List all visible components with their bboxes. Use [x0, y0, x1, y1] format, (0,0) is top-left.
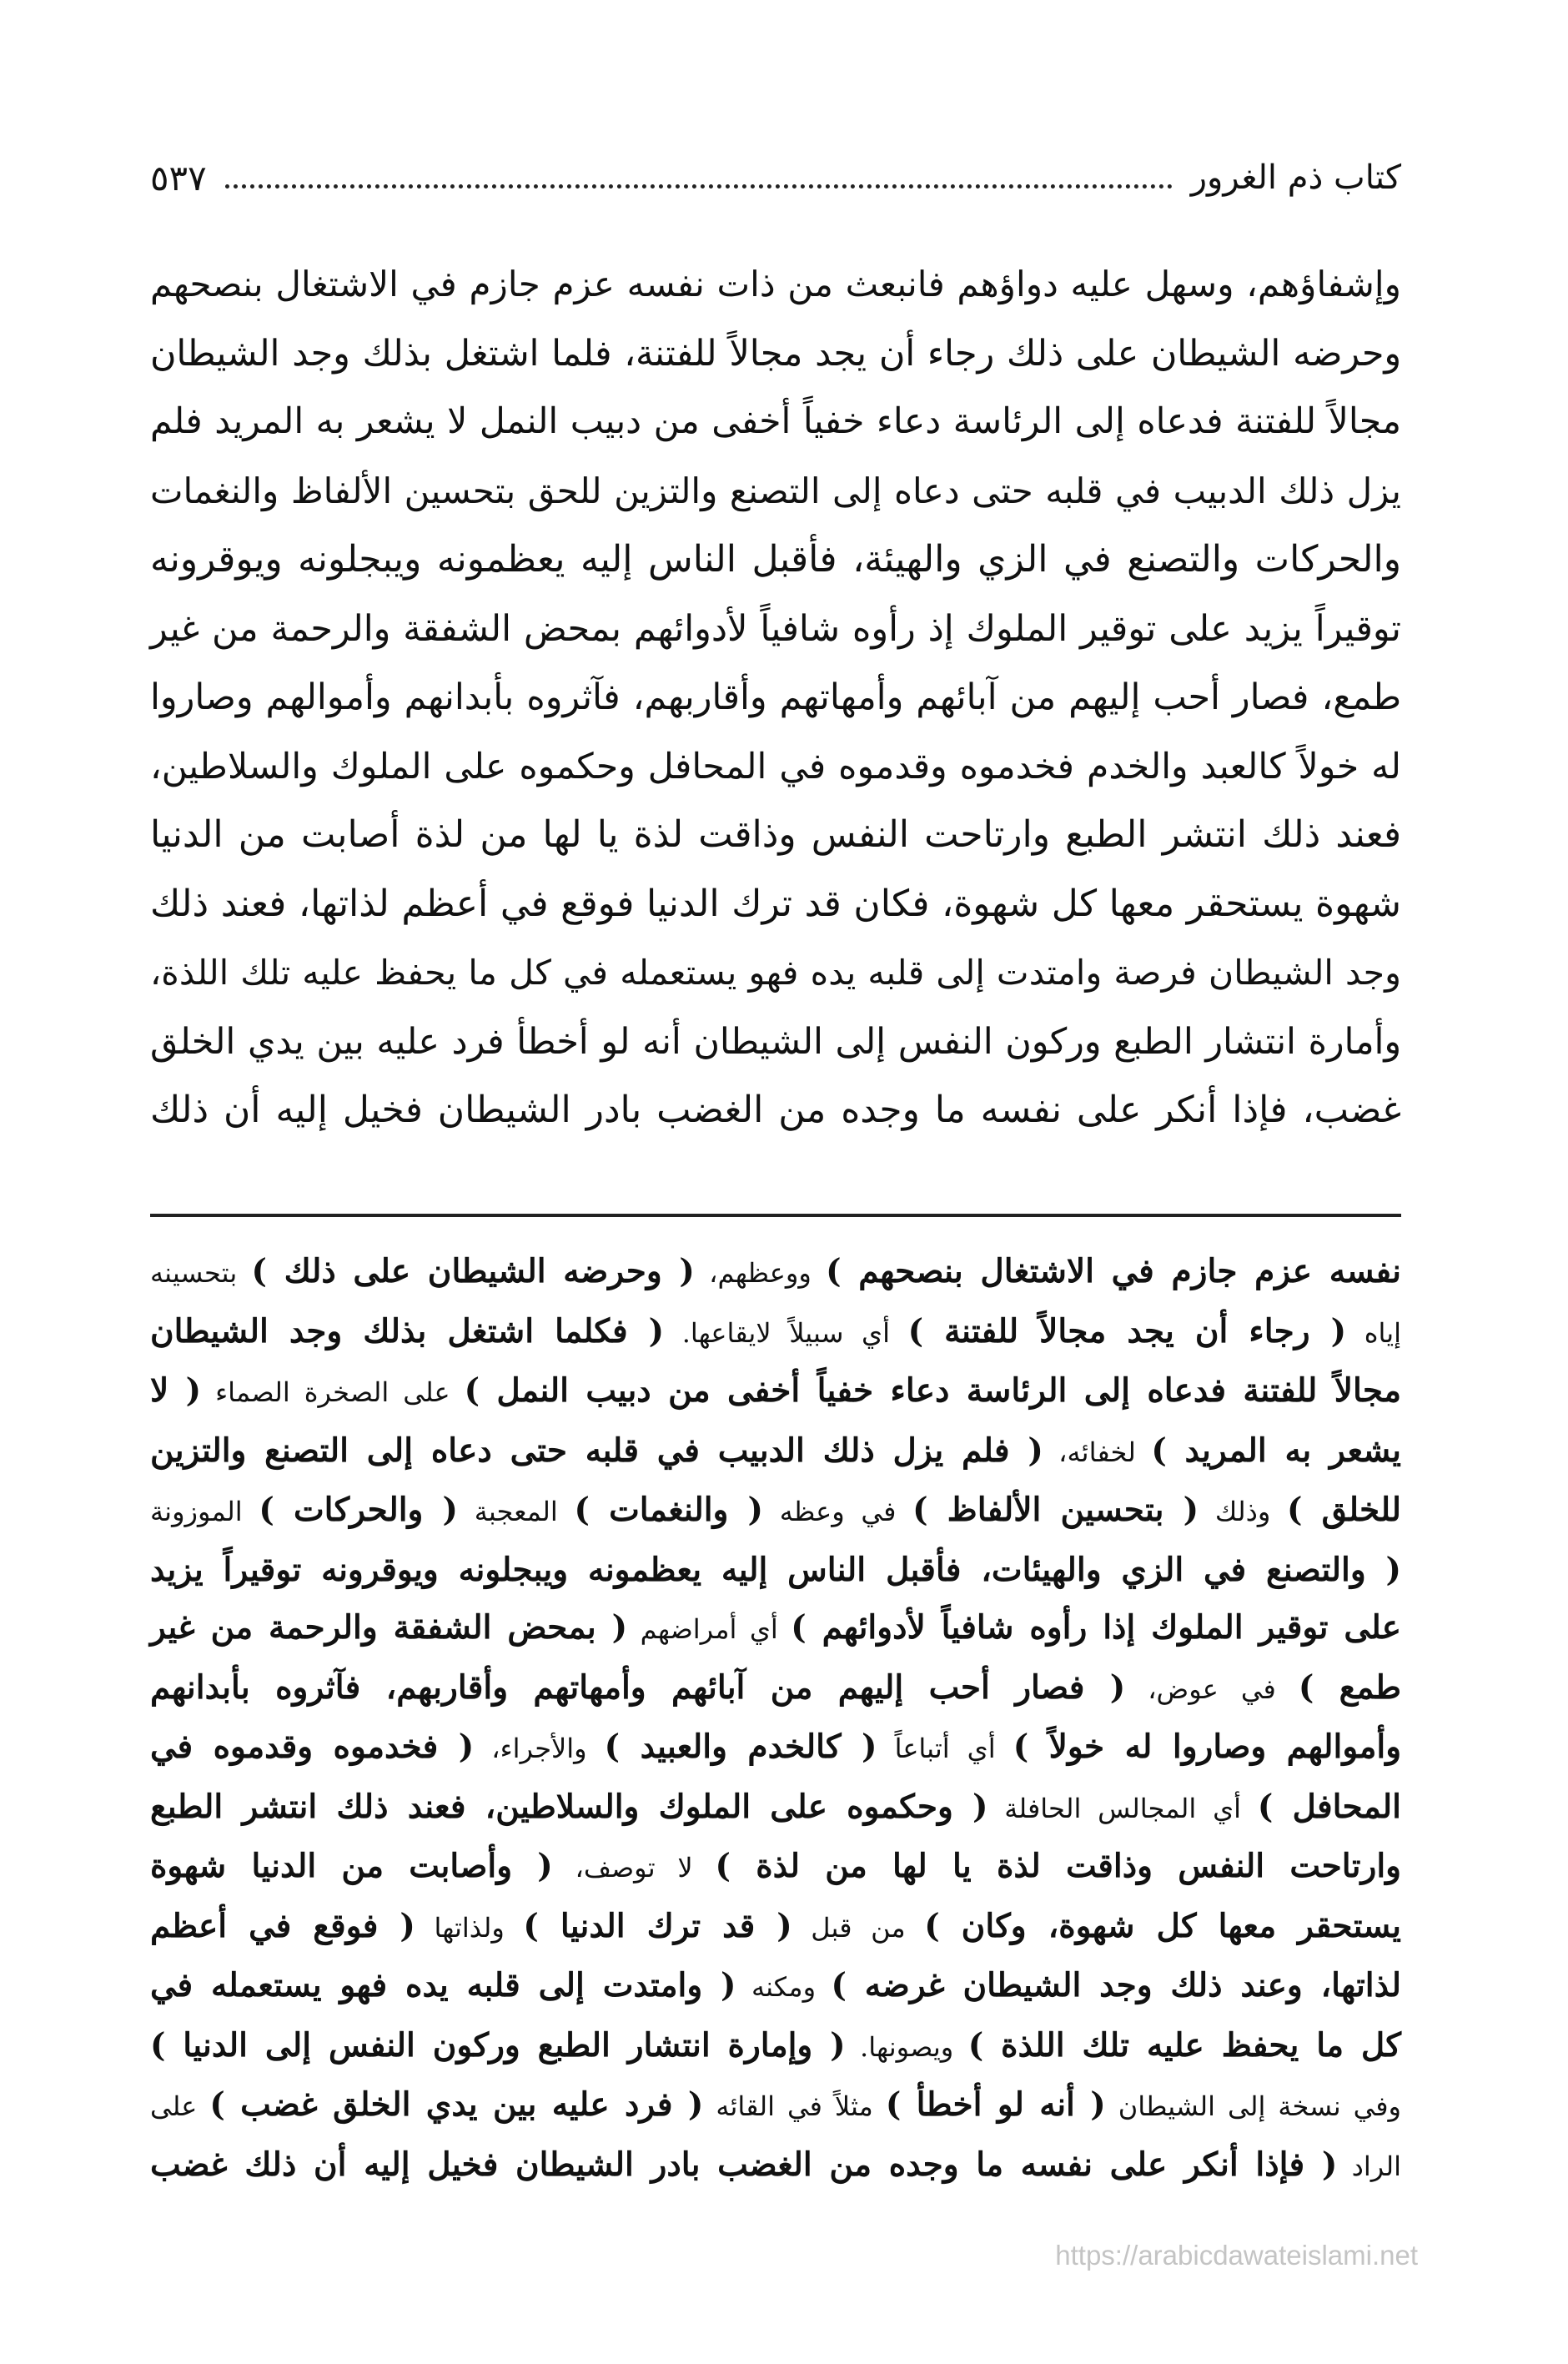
commentary-gloss: مثلاً في القائه [703, 2090, 886, 2122]
commentary-line [150, 1778, 1401, 1838]
main-text-line: وإشفاؤهم، وسهل عليه دواؤهم فانبعث من ذات نفسه عزم جازم في الاشتغال بنصحهم [150, 264, 1401, 304]
main-text-line: توقيراً يزيد على توقير الملوك إذ رأوه شافياً لأدوائهم بمحض الشفقة والرحمة من غير [150, 607, 1401, 650]
commentary-gloss: أي سبيلاً لايقاعها. [664, 1316, 908, 1349]
commentary-gloss: وذلك [1199, 1496, 1287, 1527]
main-text-line: فعند ذلك انتشر الطبع وارتاحت النفس وذاقت لذة يا لها من لذة أصابت من الدنيا [150, 813, 1401, 856]
commentary-quoted-text: ( قد ترك الدنيا ) [523, 1906, 792, 1945]
commentary-quoted-text: ( وإمارة انتشار الطبع وركون النفس إلى الدنيا ) [150, 2025, 846, 2065]
commentary-quoted-text: المحافل ) [1257, 1787, 1401, 1826]
commentary-gloss: على [150, 2090, 210, 2122]
commentary-quoted-text: وأموالهم وصاروا له خولاً ) [1013, 1728, 1402, 1766]
commentary-gloss: ومكنه [736, 1971, 832, 2003]
commentary-quoted-text: ( رجاء أن يجد مجالاً للفتنة ) [907, 1311, 1347, 1350]
commentary-quoted-text: ( لا [150, 1371, 202, 1410]
commentary-line [150, 1542, 1401, 1600]
commentary-line [150, 1898, 1401, 1958]
commentary-quoted-text: ( والحركات ) [259, 1491, 458, 1529]
commentary-quoted-text: لذاتها، وعند ذلك وجد الشيطان غرضه ) [831, 1966, 1401, 2004]
commentary-quoted-text: ( فلم يزل ذلك الدبيب في قلبه حتى دعاه إلى التصنع والتزين [150, 1431, 1043, 1470]
running-header [150, 148, 1401, 207]
commentary-line [150, 1838, 1401, 1898]
commentary-gloss: الراد [1337, 2150, 1402, 2182]
commentary-quoted-text: ( وأصابت من الدنيا شهوة [150, 1847, 553, 1885]
commentary-line [150, 2136, 1401, 2196]
commentary-line [150, 1303, 1401, 1363]
main-text-line: وحرضه الشيطان على ذلك رجاء أن يجد مجالاً للفتنة، فلما اشتغل بذلك وجد الشيطان [150, 332, 1401, 375]
commentary-gloss: لخفائه، [1043, 1436, 1152, 1468]
commentary-quoted-text: وارتاحت النفس وذاقت لذة يا لها من لذة ) [715, 1847, 1402, 1885]
commentary-gloss: ويصونها. [845, 2030, 968, 2063]
commentary-line [150, 2076, 1401, 2136]
page-number: ٥٣٧ [150, 157, 207, 199]
watermark: https://arabicdawateislami.net [1055, 2240, 1418, 2271]
commentary-quoted-text: مجالاً للفتنة فدعاه إلى الرئاسة دعاء خفياً أخفى من دبيب النمل ) [464, 1371, 1401, 1410]
commentary-line [150, 1659, 1401, 1719]
main-text-line: وجد الشيطان فرصة وامتدت إلى قلبه يده فهو يستعمله في كل ما يحفظ عليه تلك اللذة، [150, 953, 1401, 993]
commentary-gloss: على الصخرة الصماء [201, 1376, 465, 1408]
main-text-line: والحركات والتصنع في الزي والهيئة، فأقبل الناس إليه يعظمونه ويبجلونه ويوقرونه [150, 538, 1401, 581]
commentary-gloss: في عوض، [1125, 1672, 1299, 1705]
commentary-gloss: في وعظه [762, 1496, 913, 1527]
main-text-block [150, 250, 1401, 1145]
commentary-gloss: إياه [1346, 1316, 1402, 1349]
main-text-line: وأمارة انتشار الطبع وركون النفس إلى الشيطان أنه لو أخطأ فرد عليه بين يدي الخلق [150, 1020, 1401, 1063]
commentary-quoted-text: ( فإذا أنكر على نفسه ما وجده من الغضب بادر الشيطان فخيل إليه أن ذلك غضب [150, 2145, 1338, 2184]
main-text-line: يزل ذلك الدبيب في قلبه حتى دعاه إلى التصنع والتزين للحق بتحسين الألفاظ والنغمات [150, 470, 1401, 511]
commentary-gloss: ولذاتها [415, 1911, 524, 1944]
commentary-quoted-text: ( وحكموه على الملوك والسلاطين، فعند ذلك انتشر الطبع [150, 1787, 988, 1826]
commentary-line [150, 1599, 1401, 1659]
commentary-quoted-text: ( فخدموه وقدموه في [150, 1728, 475, 1766]
commentary-gloss: أي أمراضهم [627, 1613, 792, 1645]
commentary-quoted-text: ( وحرضه الشيطان على ذلك ) [251, 1252, 695, 1290]
commentary-quoted-text: يشعر به المريد ) [1151, 1431, 1401, 1470]
commentary-quoted-text: ( فرد عليه بين يدي الخلق غضب ) [209, 2085, 704, 2124]
commentary-quoted-text: للخلق ) [1287, 1491, 1401, 1529]
commentary-gloss: وفي نسخة إلى الشيطان [1105, 2090, 1402, 2122]
commentary-gloss: المعجبة [457, 1496, 575, 1527]
commentary-quoted-text: ( فصار أحب إليهم من آبائهم وأمهاتهم وأقاربهم، فآثروه بأبدانهم [150, 1667, 1126, 1707]
main-text-line: غضب، فإذا أنكر على نفسه ما وجده من الغضب بادر الشيطان فخيل إليه أن ذلك [150, 1089, 1401, 1131]
commentary-quoted-text: نفسه عزم جازم في الاشتغال بنصحهم ) [826, 1252, 1402, 1290]
commentary-gloss: والأجراء، [474, 1733, 605, 1764]
commentary-quoted-text: يستحقر معها كل شهوة، وكان ) [924, 1906, 1401, 1945]
commentary-gloss: لا توصف، [552, 1852, 716, 1884]
commentary-line [150, 1481, 1401, 1542]
commentary-quoted-text: طمع ) [1298, 1667, 1402, 1707]
commentary-quoted-text: ( بتحسين الألفاظ ) [912, 1491, 1199, 1529]
commentary-gloss: من قبل [792, 1911, 925, 1944]
commentary-line [150, 1957, 1401, 2017]
commentary-gloss: الموزونة [150, 1496, 259, 1527]
commentary-gloss: أي أتباعاً [877, 1733, 1013, 1764]
commentary-line [150, 1422, 1401, 1482]
commentary-block [150, 1243, 1401, 2196]
footnote-divider [150, 1214, 1401, 1217]
header-dotted-leader [225, 184, 1173, 189]
commentary-quoted-text: ( فوقع في أعظم [150, 1906, 415, 1945]
commentary-line [150, 1362, 1401, 1422]
commentary-quoted-text: ( وامتدت إلى قلبه يده فهو يستعمله في [150, 1966, 736, 2004]
commentary-quoted-text: ( فكلما اشتغل بذلك وجد الشيطان [150, 1311, 665, 1350]
commentary-quoted-text: ( أنه لو أخطأ ) [885, 2085, 1106, 2124]
commentary-quoted-text: كل ما يحفظ عليه تلك اللذة ) [967, 2025, 1401, 2065]
main-text-line: مجالاً للفتنة فدعاه إلى الرئاسة دعاء خفياً أخفى من دبيب النمل لا يشعر به المريد فلم [150, 401, 1401, 442]
main-text-line: شهوة يستحقر معها كل شهوة، فكان قد ترك الدنيا فوقع في أعظم لذاتها، فعند ذلك [150, 882, 1401, 925]
commentary-quoted-text: ( والتصنع في الزي والهيئات، فأقبل الناس إليه يعظمونه ويبجلونه ويوقرونه توقيراً يزيد [150, 1550, 1401, 1589]
commentary-line [150, 1718, 1401, 1778]
main-text-line: له خولاً كالعبد والخدم فخدموه وقدموه في المحافل وحكموه على الملوك والسلاطين، [150, 745, 1401, 787]
commentary-gloss: ووعظهم، [694, 1257, 827, 1289]
main-text-line: طمع، فصار أحب إليهم من آبائهم وأمهاتهم وأقاربهم، فآثروه بأبدانهم وأموالهم وصاروا [150, 677, 1401, 718]
commentary-line [150, 2017, 1401, 2077]
commentary-quoted-text: على توقير الملوك إذا رأوه شافياً لأدوائهم ) [791, 1608, 1402, 1647]
commentary-gloss: بتحسينه [150, 1257, 252, 1289]
commentary-quoted-text: ( والنغمات ) [574, 1491, 763, 1529]
book-title: كتاب ذم الغرور [1190, 158, 1401, 197]
commentary-quoted-text: ( بمحض الشفقة والرحمة من غير [150, 1608, 628, 1647]
commentary-line [150, 1243, 1401, 1303]
commentary-quoted-text: ( كالخدم والعبيد ) [604, 1728, 877, 1766]
commentary-gloss: أي المجالس الحافلة [988, 1792, 1258, 1824]
